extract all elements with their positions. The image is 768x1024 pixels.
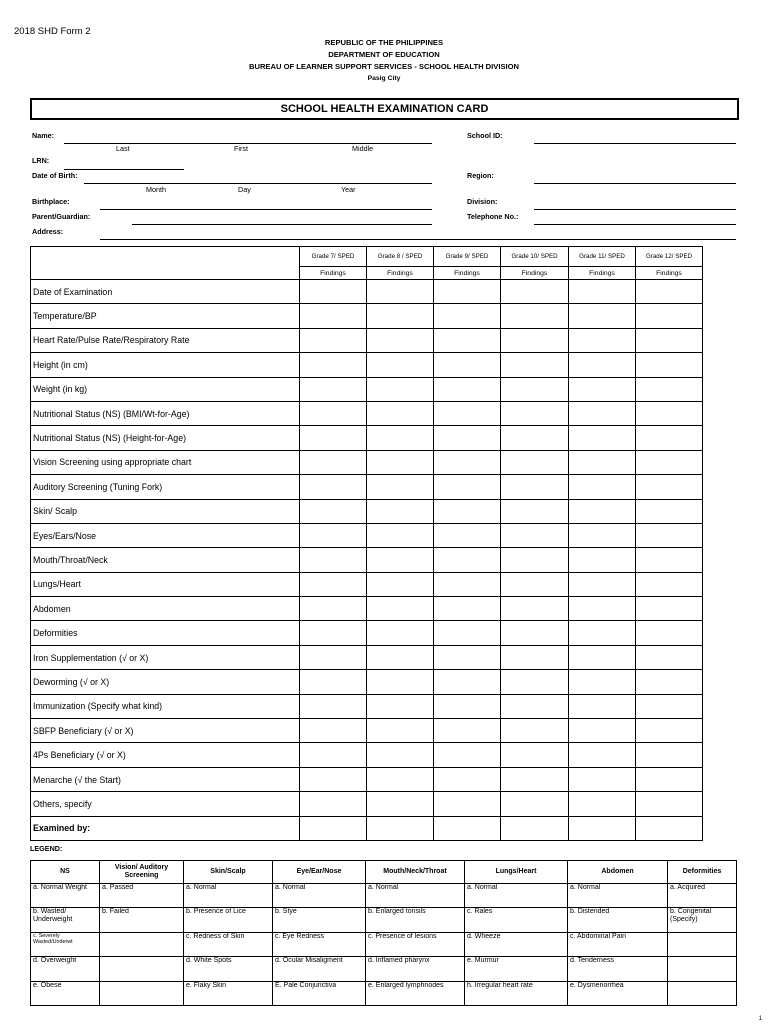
exam-finding-cell[interactable] xyxy=(569,743,636,767)
exam-finding-cell[interactable] xyxy=(300,767,367,791)
exam-row xyxy=(31,401,703,425)
region-label: Region: xyxy=(467,171,494,180)
exam-finding-cell[interactable] xyxy=(501,816,569,840)
exam-finding-cell[interactable] xyxy=(367,621,434,645)
exam-item-label: Immunization (Specify what kind) xyxy=(31,694,300,718)
legend-header-cell: Skin/Scalp xyxy=(184,861,273,884)
exam-finding-cell[interactable] xyxy=(300,353,367,377)
exam-finding-cell[interactable] xyxy=(636,792,703,816)
exam-row xyxy=(31,548,703,572)
exam-finding-cell[interactable] xyxy=(501,572,569,596)
exam-finding-cell[interactable] xyxy=(300,426,367,450)
exam-finding-cell[interactable] xyxy=(367,597,434,621)
exam-finding-cell[interactable] xyxy=(636,401,703,425)
exam-finding-cell[interactable] xyxy=(300,523,367,547)
region-input-line[interactable] xyxy=(534,183,736,184)
exam-finding-cell[interactable] xyxy=(300,743,367,767)
exam-finding-cell[interactable] xyxy=(434,280,501,304)
exam-item-label: Lungs/Heart xyxy=(31,572,300,596)
exam-item-label: Date of Examination xyxy=(31,280,300,304)
exam-finding-cell[interactable] xyxy=(501,475,569,499)
exam-finding-cell[interactable] xyxy=(501,694,569,718)
exam-finding-cell[interactable] xyxy=(569,792,636,816)
legend-cell: c. Eye Redness xyxy=(273,932,366,956)
exam-finding-cell[interactable] xyxy=(501,377,569,401)
exam-item-label: Others, specify xyxy=(31,792,300,816)
exam-item-label: Deworming (√ or X) xyxy=(31,670,300,694)
exam-row xyxy=(31,743,703,767)
header-blank-cell xyxy=(31,247,300,280)
exam-finding-cell[interactable] xyxy=(434,548,501,572)
address-input-line[interactable] xyxy=(100,239,736,240)
exam-finding-cell[interactable] xyxy=(636,645,703,669)
dob-day-caption: Day xyxy=(238,185,251,194)
legend-cell: b. Wasted/ Underweight xyxy=(31,908,100,932)
school-id-label: School ID: xyxy=(467,131,503,140)
exam-finding-cell[interactable] xyxy=(367,572,434,596)
exam-item-label: Menarche (√ the Start) xyxy=(31,767,300,791)
legend-cell: E. Pale Conjunctiva xyxy=(273,981,366,1005)
division-label: Division: xyxy=(467,197,498,206)
exam-finding-cell[interactable] xyxy=(569,767,636,791)
grade-header-cell: Grade 7/ SPED xyxy=(300,247,367,267)
exam-finding-cell[interactable] xyxy=(300,548,367,572)
legend-cell: d. Ocular Misaligment xyxy=(273,957,366,981)
dob-month-caption: Month xyxy=(146,185,166,194)
legend-cell: a. Normal xyxy=(184,884,273,908)
legend-header-cell: Mouth/Neck/Throat xyxy=(366,861,465,884)
exam-item-label: Iron Supplementation (√ or X) xyxy=(31,645,300,669)
exam-item-label: Deformities xyxy=(31,621,300,645)
exam-finding-cell[interactable] xyxy=(636,572,703,596)
legend-cell: c. Rales xyxy=(465,908,568,932)
exam-item-label: Height (in cm) xyxy=(31,353,300,377)
exam-finding-cell[interactable] xyxy=(300,816,367,840)
exam-finding-cell[interactable] xyxy=(367,670,434,694)
exam-finding-cell[interactable] xyxy=(300,572,367,596)
exam-finding-cell[interactable] xyxy=(501,792,569,816)
exam-row xyxy=(31,645,703,669)
exam-row xyxy=(31,670,703,694)
exam-finding-cell[interactable] xyxy=(434,621,501,645)
exam-row xyxy=(31,280,703,304)
exam-finding-cell[interactable] xyxy=(569,426,636,450)
exam-finding-cell[interactable] xyxy=(501,499,569,523)
exam-row xyxy=(31,694,703,718)
exam-finding-cell[interactable] xyxy=(636,353,703,377)
exam-finding-cell[interactable] xyxy=(501,597,569,621)
exam-finding-cell[interactable] xyxy=(569,621,636,645)
header-republic: REPUBLIC OF THE PHILIPPINES xyxy=(324,38,444,47)
legend-row xyxy=(31,981,737,1005)
exam-item-label: Examined by: xyxy=(31,816,300,840)
legend-cell xyxy=(668,981,737,1005)
legend-cell: d. Overweight xyxy=(31,957,100,981)
findings-header-cell: Findings xyxy=(434,267,501,280)
legend-header-cell: Lungs/Heart xyxy=(465,861,568,884)
exam-finding-cell[interactable] xyxy=(569,670,636,694)
exam-finding-cell[interactable] xyxy=(636,816,703,840)
header-city: Pasig City xyxy=(367,75,401,82)
legend-cell: a. Normal xyxy=(465,884,568,908)
exam-row xyxy=(31,597,703,621)
legend-cell: d. White Spots xyxy=(184,957,273,981)
name-label: Name: xyxy=(32,131,54,140)
name-middle-caption: Middle xyxy=(352,144,374,153)
exam-finding-cell[interactable] xyxy=(434,328,501,352)
legend-label: LEGEND: xyxy=(30,844,63,853)
exam-row xyxy=(31,792,703,816)
page-number: 1 xyxy=(758,1016,762,1022)
legend-cell: c. Presence of lesions xyxy=(366,932,465,956)
exam-finding-cell[interactable] xyxy=(434,450,501,474)
exam-item-label: Nutritional Status (NS) (Height-for-Age) xyxy=(31,426,300,450)
exam-finding-cell[interactable] xyxy=(367,280,434,304)
exam-finding-cell[interactable] xyxy=(501,426,569,450)
exam-row xyxy=(31,426,703,450)
exam-finding-cell[interactable] xyxy=(569,401,636,425)
exam-finding-cell[interactable] xyxy=(434,767,501,791)
header-bureau: BUREAU OF LEARNER SUPPORT SERVICES - SCHOOL HEALTH DIVISION xyxy=(248,62,520,71)
exam-finding-cell[interactable] xyxy=(434,572,501,596)
name-first-caption: First xyxy=(234,144,248,153)
exam-finding-cell[interactable] xyxy=(300,499,367,523)
exam-finding-cell[interactable] xyxy=(300,328,367,352)
legend-cell: e. Murmur xyxy=(465,957,568,981)
exam-finding-cell[interactable] xyxy=(300,597,367,621)
exam-finding-cell[interactable] xyxy=(434,426,501,450)
exam-finding-cell[interactable] xyxy=(569,719,636,743)
exam-finding-cell[interactable] xyxy=(434,792,501,816)
legend-cell: c. Abdominal Pain xyxy=(568,932,668,956)
exam-row xyxy=(31,621,703,645)
address-label: Address: xyxy=(32,227,64,236)
exam-item-label: Weight (in kg) xyxy=(31,377,300,401)
header-department: DEPARTMENT OF EDUCATION xyxy=(328,50,440,59)
legend-cell: b. Stye xyxy=(273,908,366,932)
exam-row xyxy=(31,377,703,401)
exam-finding-cell[interactable] xyxy=(367,719,434,743)
exam-finding-cell[interactable] xyxy=(636,377,703,401)
findings-header-cell: Findings xyxy=(569,267,636,280)
exam-finding-cell[interactable] xyxy=(569,816,636,840)
exam-finding-cell[interactable] xyxy=(636,767,703,791)
exam-finding-cell[interactable] xyxy=(636,621,703,645)
dob-label: Date of Birth: xyxy=(32,171,78,180)
legend-cell xyxy=(100,981,184,1005)
exam-finding-cell[interactable] xyxy=(300,450,367,474)
legend-cell: b. Failed xyxy=(100,908,184,932)
exam-finding-cell[interactable] xyxy=(501,328,569,352)
parent-input-line[interactable] xyxy=(132,224,432,225)
exam-finding-cell[interactable] xyxy=(636,280,703,304)
exam-finding-cell[interactable] xyxy=(636,597,703,621)
exam-finding-cell[interactable] xyxy=(569,328,636,352)
exam-item-label: Vision Screening using appropriate chart xyxy=(31,450,300,474)
exam-finding-cell[interactable] xyxy=(434,499,501,523)
legend-cell: a. Normal xyxy=(366,884,465,908)
legend-cell: d. Tenderness xyxy=(568,957,668,981)
exam-finding-cell[interactable] xyxy=(300,475,367,499)
exam-finding-cell[interactable] xyxy=(569,499,636,523)
exam-finding-cell[interactable] xyxy=(636,694,703,718)
exam-finding-cell[interactable] xyxy=(636,499,703,523)
grade-header-cell: Grade 8 / SPED xyxy=(367,247,434,267)
findings-header-cell: Findings xyxy=(367,267,434,280)
exam-finding-cell[interactable] xyxy=(569,597,636,621)
exam-finding-cell[interactable] xyxy=(636,719,703,743)
findings-header-cell: Findings xyxy=(636,267,703,280)
legend-cell: c. Redness of Skin xyxy=(184,932,273,956)
exam-finding-cell[interactable] xyxy=(367,304,434,328)
exam-finding-cell[interactable] xyxy=(367,426,434,450)
exam-finding-cell[interactable] xyxy=(501,304,569,328)
grade-header-cell: Grade 11/ SPED xyxy=(569,247,636,267)
grade-header-cell: Grade 10/ SPED xyxy=(501,247,569,267)
exam-finding-cell[interactable] xyxy=(300,401,367,425)
legend-cell: b. Presence of Lice xyxy=(184,908,273,932)
exam-finding-cell[interactable] xyxy=(569,475,636,499)
exam-finding-cell[interactable] xyxy=(501,743,569,767)
exam-finding-cell[interactable] xyxy=(501,523,569,547)
exam-finding-cell[interactable] xyxy=(569,548,636,572)
legend-cell: a. Normal xyxy=(273,884,366,908)
exam-finding-cell[interactable] xyxy=(636,523,703,547)
exam-finding-cell[interactable] xyxy=(636,743,703,767)
exam-finding-cell[interactable] xyxy=(367,743,434,767)
legend-header-row xyxy=(31,861,737,884)
legend-cell: d. Inflamed pharynx xyxy=(366,957,465,981)
legend-cell xyxy=(100,957,184,981)
lrn-label: LRN: xyxy=(32,156,50,165)
exam-row xyxy=(31,475,703,499)
exam-finding-cell[interactable] xyxy=(636,328,703,352)
legend-cell: h. Irregular heart rate xyxy=(465,981,568,1005)
legend-cell: e. Enlarged lymphnodes xyxy=(366,981,465,1005)
exam-finding-cell[interactable] xyxy=(367,353,434,377)
telephone-label: Telephone No.: xyxy=(467,212,519,221)
examination-table xyxy=(30,246,703,841)
legend-header-cell: NS xyxy=(31,861,100,884)
exam-finding-cell[interactable] xyxy=(367,377,434,401)
legend-cell: a. Acquired xyxy=(668,884,737,908)
exam-finding-cell[interactable] xyxy=(569,280,636,304)
exam-finding-cell[interactable] xyxy=(501,670,569,694)
legend-table xyxy=(30,860,737,1006)
legend-cell xyxy=(668,957,737,981)
exam-finding-cell[interactable] xyxy=(367,499,434,523)
exam-row xyxy=(31,523,703,547)
exam-finding-cell[interactable] xyxy=(434,743,501,767)
lrn-input-line[interactable] xyxy=(64,169,184,170)
division-input-line[interactable] xyxy=(534,209,736,210)
exam-finding-cell[interactable] xyxy=(434,401,501,425)
exam-row xyxy=(31,304,703,328)
exam-finding-cell[interactable] xyxy=(367,694,434,718)
legend-cell xyxy=(668,932,737,956)
parent-label: Parent/Guardian: xyxy=(32,212,91,221)
exam-finding-cell[interactable] xyxy=(501,719,569,743)
exam-finding-cell[interactable] xyxy=(636,450,703,474)
grade-header-cell: Grade 12/ SPED xyxy=(636,247,703,267)
exam-finding-cell[interactable] xyxy=(569,572,636,596)
legend-cell: a. Normal xyxy=(568,884,668,908)
exam-finding-cell[interactable] xyxy=(569,450,636,474)
legend-row xyxy=(31,932,737,956)
exam-row xyxy=(31,719,703,743)
exam-finding-cell[interactable] xyxy=(636,548,703,572)
exam-finding-cell[interactable] xyxy=(501,401,569,425)
exam-item-label: Abdomen xyxy=(31,597,300,621)
exam-finding-cell[interactable] xyxy=(636,304,703,328)
exam-finding-cell[interactable] xyxy=(367,523,434,547)
dob-year-caption: Year xyxy=(341,185,356,194)
legend-cell: b. Distended xyxy=(568,908,668,932)
exam-item-label: Heart Rate/Pulse Rate/Respiratory Rate xyxy=(31,328,300,352)
exam-finding-cell[interactable] xyxy=(300,694,367,718)
exam-finding-cell[interactable] xyxy=(367,401,434,425)
exam-finding-cell[interactable] xyxy=(300,621,367,645)
dob-input-line[interactable] xyxy=(84,183,432,184)
legend-header-cell: Vision/ Auditory Screening xyxy=(100,861,184,884)
grade-header-cell: Grade 9/ SPED xyxy=(434,247,501,267)
birthplace-label: Birthplace: xyxy=(32,197,70,206)
exam-row xyxy=(31,767,703,791)
exam-finding-cell[interactable] xyxy=(367,548,434,572)
legend-header-cell: Eye/Ear/Nose xyxy=(273,861,366,884)
grade-header-row xyxy=(31,247,703,267)
findings-header-cell: Findings xyxy=(501,267,569,280)
exam-finding-cell[interactable] xyxy=(300,304,367,328)
exam-finding-cell[interactable] xyxy=(434,719,501,743)
legend-cell: a. Passed xyxy=(100,884,184,908)
exam-finding-cell[interactable] xyxy=(501,548,569,572)
exam-finding-cell[interactable] xyxy=(367,475,434,499)
exam-finding-cell[interactable] xyxy=(434,694,501,718)
exam-finding-cell[interactable] xyxy=(569,523,636,547)
exam-finding-cell[interactable] xyxy=(367,792,434,816)
exam-finding-cell[interactable] xyxy=(434,597,501,621)
exam-finding-cell[interactable] xyxy=(434,670,501,694)
exam-finding-cell[interactable] xyxy=(434,304,501,328)
exam-finding-cell[interactable] xyxy=(300,645,367,669)
legend-header-cell: Deformities xyxy=(668,861,737,884)
exam-finding-cell[interactable] xyxy=(434,377,501,401)
exam-finding-cell[interactable] xyxy=(367,816,434,840)
exam-finding-cell[interactable] xyxy=(501,280,569,304)
exam-finding-cell[interactable] xyxy=(300,670,367,694)
exam-finding-cell[interactable] xyxy=(367,450,434,474)
legend-cell: c. Severely Wasted/Underwt xyxy=(31,932,100,956)
exam-finding-cell[interactable] xyxy=(300,377,367,401)
exam-item-label: Eyes/Ears/Nose xyxy=(31,523,300,547)
legend-cell: b. Enlarged tonsils xyxy=(366,908,465,932)
exam-item-label: Skin/ Scalp xyxy=(31,499,300,523)
exam-finding-cell[interactable] xyxy=(501,621,569,645)
exam-finding-cell[interactable] xyxy=(636,475,703,499)
exam-finding-cell[interactable] xyxy=(501,353,569,377)
exam-row xyxy=(31,450,703,474)
exam-finding-cell[interactable] xyxy=(434,816,501,840)
legend-cell: a. Normal Weight xyxy=(31,884,100,908)
card-title: SCHOOL HEALTH EXAMINATION CARD xyxy=(30,98,739,120)
exam-finding-cell[interactable] xyxy=(569,353,636,377)
form-code: 2018 SHD Form 2 xyxy=(14,26,91,37)
exam-finding-cell[interactable] xyxy=(569,377,636,401)
legend-row xyxy=(31,908,737,932)
telephone-input-line[interactable] xyxy=(534,224,736,225)
exam-finding-cell[interactable] xyxy=(569,694,636,718)
exam-finding-cell[interactable] xyxy=(300,792,367,816)
exam-finding-cell[interactable] xyxy=(300,280,367,304)
findings-header-cell: Findings xyxy=(300,267,367,280)
legend-cell: e. Obese xyxy=(31,981,100,1005)
exam-finding-cell[interactable] xyxy=(367,645,434,669)
legend-cell xyxy=(100,932,184,956)
exam-finding-cell[interactable] xyxy=(501,450,569,474)
exam-finding-cell[interactable] xyxy=(434,353,501,377)
exam-row xyxy=(31,328,703,352)
exam-finding-cell[interactable] xyxy=(501,767,569,791)
exam-finding-cell[interactable] xyxy=(501,645,569,669)
exam-finding-cell[interactable] xyxy=(636,670,703,694)
exam-item-label: SBFP Beneficiary (√ or X) xyxy=(31,719,300,743)
exam-finding-cell[interactable] xyxy=(300,719,367,743)
exam-finding-cell[interactable] xyxy=(569,645,636,669)
exam-row xyxy=(31,572,703,596)
school-id-input-line[interactable] xyxy=(534,143,736,144)
exam-finding-cell[interactable] xyxy=(434,523,501,547)
exam-finding-cell[interactable] xyxy=(367,767,434,791)
legend-cell: e. Flaky Skin xyxy=(184,981,273,1005)
legend-row xyxy=(31,957,737,981)
exam-row xyxy=(31,816,703,840)
exam-finding-cell[interactable] xyxy=(434,475,501,499)
exam-finding-cell[interactable] xyxy=(367,328,434,352)
exam-item-label: Mouth/Throat/Neck xyxy=(31,548,300,572)
exam-row xyxy=(31,353,703,377)
legend-cell: d. Wheeze xyxy=(465,932,568,956)
exam-finding-cell[interactable] xyxy=(569,304,636,328)
legend-cell: e. Dysmenorrhea xyxy=(568,981,668,1005)
exam-item-label: Temperature/BP xyxy=(31,304,300,328)
exam-item-label: Nutritional Status (NS) (BMI/Wt-for-Age) xyxy=(31,401,300,425)
exam-finding-cell[interactable] xyxy=(636,426,703,450)
name-last-caption: Last xyxy=(116,144,130,153)
legend-row xyxy=(31,884,737,908)
exam-finding-cell[interactable] xyxy=(434,645,501,669)
legend-cell: b. Congenital (Specify) xyxy=(668,908,737,932)
exam-row xyxy=(31,499,703,523)
exam-item-label: Auditory Screening (Tuning Fork) xyxy=(31,475,300,499)
birthplace-input-line[interactable] xyxy=(100,209,432,210)
legend-header-cell: Abdomen xyxy=(568,861,668,884)
exam-item-label: 4Ps Beneficiary (√ or X) xyxy=(31,743,300,767)
